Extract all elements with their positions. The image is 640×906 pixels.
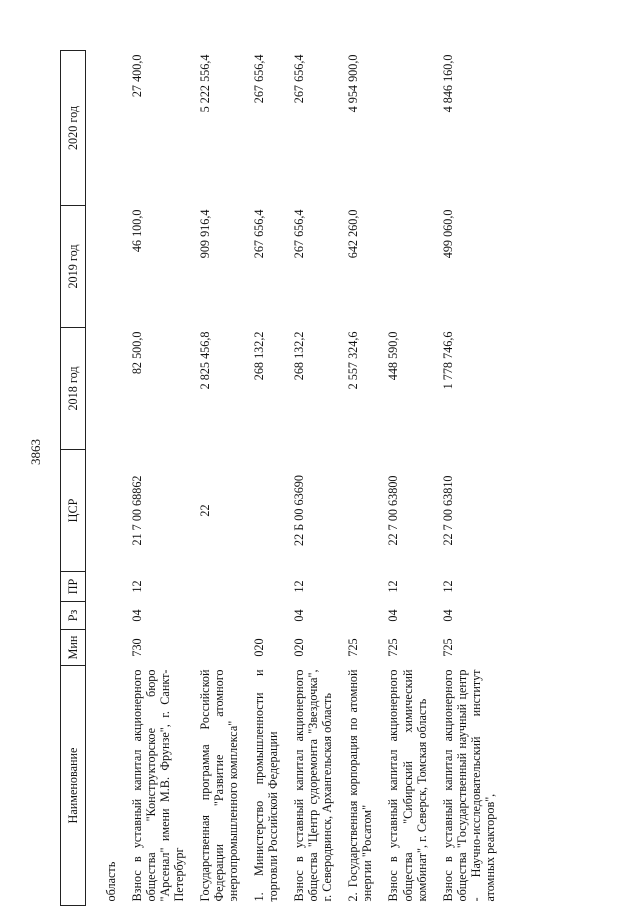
cell-2019 [382, 206, 436, 328]
header-2018: 2018 год [61, 328, 86, 450]
cell-2018: 82 500,0 [130, 331, 145, 375]
cell-min: 020 [292, 638, 307, 657]
cell-min: 725 [346, 638, 361, 657]
cell-min [100, 630, 126, 666]
table-row [100, 51, 126, 906]
cell-2018: 268 132,2 [252, 331, 267, 381]
cell-csr: 22 7 00 63800 [386, 475, 401, 546]
cell-pr [342, 572, 382, 602]
cell-name: область [104, 861, 118, 902]
table-header [61, 51, 86, 906]
cell-2020: 267 656,4 [292, 54, 307, 104]
cell-name: 2. Государственная корпорация по атомной энергии "Росатом" [346, 669, 375, 902]
cell-name: Государственная программа Российской Федерации "Развитие атомного энергопромышленного комплекса" [198, 669, 241, 902]
header-2020: 2020 год [61, 51, 86, 206]
cell-name: 1. Министерство промышленности и торговли Российской Федерации [252, 669, 281, 902]
cell-rz [342, 602, 382, 630]
cell-2018: 448 590,0 [386, 331, 401, 381]
table-row [382, 51, 436, 906]
cell-pr: 12 [292, 580, 307, 593]
table-row [288, 51, 342, 906]
rotated-page-frame [60, 44, 630, 906]
budget-table [60, 50, 505, 906]
cell-2019: 267 656,4 [292, 209, 307, 259]
cell-rz [100, 602, 126, 630]
header-2019: 2019 год [61, 206, 86, 328]
cell-name: Взнос в уставный капитал акционерного общества "Государственный научный центр - Научно-исследовательский институт атомных реакторов", [440, 669, 497, 902]
table-row [126, 51, 194, 906]
cell-rz: 04 [440, 609, 455, 622]
cell-csr: 22 Б 00 63690 [292, 475, 307, 546]
cell-rz: 04 [130, 609, 145, 622]
cell-2019: 642 260,0 [346, 209, 361, 259]
cell-2019: 267 656,4 [252, 209, 267, 259]
cell-2019 [100, 206, 126, 328]
cell-2020: 4 954 900,0 [346, 54, 361, 113]
cell-2020: 4 846 160,0 [440, 54, 455, 113]
header-min: Мин [61, 630, 86, 666]
cell-2018: 2 825 456,8 [198, 331, 213, 390]
cell-rz: 04 [386, 609, 401, 622]
cell-rz [248, 602, 288, 630]
table-row [342, 51, 382, 906]
cell-min: 730 [130, 638, 145, 657]
cell-2018: 1 778 746,6 [440, 331, 455, 390]
cell-rz [194, 602, 248, 630]
cell-pr [248, 572, 288, 602]
table-row [248, 51, 288, 906]
table-row [194, 51, 248, 906]
table-row [437, 51, 505, 906]
cell-csr: 22 7 00 63810 [440, 475, 455, 546]
header-pr: ПР [61, 572, 86, 602]
cell-min [194, 630, 248, 666]
cell-pr [100, 572, 126, 602]
cell-name: Взнос в уставный капитал акционерного общества "Центр судоремонта "Звездочка", г. Северодвинск, Архангельская область [292, 669, 335, 902]
cell-pr: 12 [440, 580, 455, 593]
cell-2019: 46 100,0 [130, 209, 145, 253]
cell-2018: 2 557 324,6 [346, 331, 361, 390]
header-rz: Рз [61, 602, 86, 630]
cell-pr [194, 572, 248, 602]
cell-2018: 268 132,2 [292, 331, 307, 381]
rotated-page-content [60, 44, 630, 906]
cell-min: 725 [440, 638, 455, 657]
cell-csr [248, 450, 288, 572]
cell-2020: 267 656,4 [252, 54, 267, 104]
cell-pr: 12 [130, 580, 145, 593]
cell-csr [100, 450, 126, 572]
page-number: 3863 [28, 439, 43, 465]
cell-csr: 22 [198, 504, 213, 517]
cell-2020: 5 222 556,4 [198, 54, 213, 113]
cell-csr [342, 450, 382, 572]
cell-2020 [100, 51, 126, 206]
cell-min: 725 [386, 638, 401, 657]
cell-name: Взнос в уставный капитал акционерного общества "Конструкторское бюро "Арсенал" имени М.В. Фрунзе", г. Санкт-Петербург [130, 669, 187, 902]
header-csr: ЦСР [61, 450, 86, 572]
cell-min: 020 [252, 638, 267, 657]
cell-2018 [100, 328, 126, 450]
table-body [86, 51, 505, 906]
cell-rz: 04 [292, 609, 307, 622]
header-name: Наименование [61, 666, 86, 906]
cell-2020 [382, 51, 436, 206]
cell-pr: 12 [386, 580, 401, 593]
cell-2019: 909 916,4 [198, 209, 213, 259]
cell-2019: 499 060,0 [440, 209, 455, 259]
cell-csr: 21 7 00 68862 [130, 475, 145, 546]
cell-2020: 27 400,0 [130, 54, 145, 98]
cell-name: Взнос в уставный капитал акционерного общества "Сибирский химический комбинат", г. Северск, Томская область [386, 669, 429, 902]
